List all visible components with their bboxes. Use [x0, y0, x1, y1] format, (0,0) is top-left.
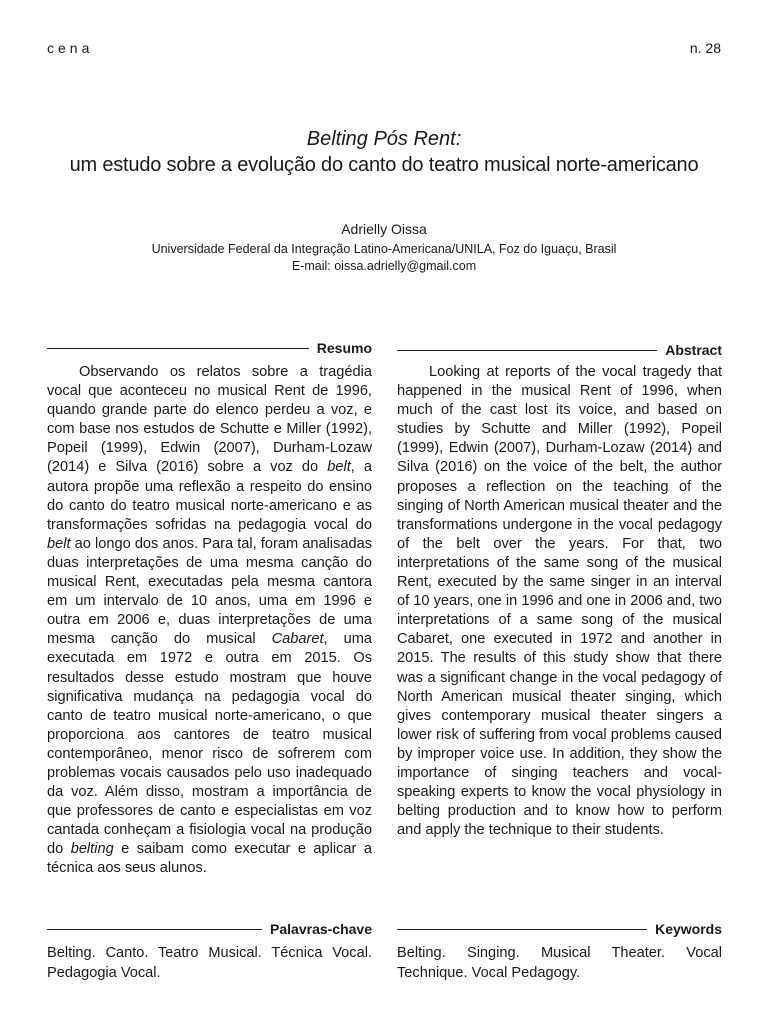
resumo-text-part: e saibam como executar e aplicar a técnica aos seus alunos. [47, 841, 372, 877]
resumo-section [47, 339, 372, 879]
resumo-text-part: Observando os relatos sobre a tragédia vocal que aconteceu no musical Rent de 1996, quando grande parte do elenco perdeu a voz, e com base nos estudos de Schutte e Miller (1992), Popeil (1999), Edwin (2007), Durham-Lozaw (2014) e Silva (2016) sobre a voz do [47, 364, 372, 476]
title-line-1: Belting Pós Rent: [306, 128, 462, 150]
author-email: E-mail: oissa.adrielly@gmail.com [291, 259, 477, 273]
article-title [0, 126, 768, 178]
resumo-term-belt: belt [327, 459, 351, 476]
title-line-2: um estudo sobre a evolução do canto do teatro musical norte-americano [69, 154, 699, 176]
palavras-section [47, 920, 372, 983]
keywords-text: Belting. Singing. Musical Theater. Vocal Technique. Vocal Pedagogy. [397, 945, 722, 981]
palavras-rule [47, 929, 262, 930]
abstract-text: Looking at reports of the vocal tragedy that happened in the musical Rent of 1996, when much of the cast lost its voice, and based on studies by Schutte and Miller (1992), Popeil (1999), Edwin (2007), Durham-Lozaw (2014) and Silva (2016) on the voice of the belt, the author proposes a reflection on the teaching of the singing of North American musical theater and the transformations undergone in the vocal pedagogy of the belt over the years. For that, two interpretations of the same song of the musical Rent, executed by the same singer in an interval of 10 years, one in 1996 and one in 2006 and, two interpretations of a same song of the musical Cabaret, one executed in 1972 and another in 2015. The results of this study show that there was a significant change in the vocal pedagogy of North American musical theater singing, which gives contemporary musical theater singers a lower risk of suffering from vocal problems caused by improper voice use. In addition, they show the importance of singing teachers and vocal-speaking experts to know the vocal physiology in belting production and to know how to perform and apply the technique to their students. [397, 364, 722, 839]
resumo-rule [47, 348, 309, 349]
abstract-heading [397, 341, 722, 359]
resumo-text-part: , uma executada em 1972 e outra em 2015. Os resultados desse estudo mostram que houve significativa mudança na pedagogia vocal do canto de teatro musical norte-americano, o que proporciona aos cantores de teatro musical contemporâneo, menor risco de sofrerem com problemas vocais causados pelo uso inadequado da voz. Além disso, mostram a importância de que professores de canto e especialistas em voz cantada conheçam a fisiologia vocal na produção do [47, 631, 372, 858]
resumo-term-cabaret: Cabaret [271, 631, 324, 648]
resumo-heading [47, 339, 372, 357]
issue-number: n. 28 [689, 40, 721, 56]
author-affiliation: Universidade Federal da Integração Latino-Americana/UNILA, Foz do Iguaçu, Brasil [151, 242, 617, 256]
abstract-heading-label: Abstract [665, 342, 722, 358]
resumo-text-part: ao longo dos anos. Para tal, foram analisadas duas interpretações de uma mesma canção do musical Rent, executadas pela mesma cantora em um intervalo de 10 anos, uma em 1996 e outra em 2006 e, duas interpretações de uma mesma canção do musical [47, 535, 372, 648]
resumo-text-part: , a autora propõe uma reflexão a respeito do ensino do canto do teatro musical norte-americano e as transformações sofridas na pedagogia vocal do [47, 459, 372, 533]
palavras-heading-label: Palavras-chave [270, 921, 372, 937]
keywords-heading-label: Keywords [655, 921, 722, 937]
journal-name: cena [47, 40, 94, 56]
keywords-rule [397, 929, 647, 930]
author-name: Adrielly Oissa [341, 221, 427, 237]
palavras-text: Belting. Canto. Teatro Musical. Técnica Vocal. Pedagogia Vocal. [47, 945, 372, 981]
resumo-text [47, 363, 372, 879]
palavras-heading [47, 920, 372, 938]
resumo-term-belting: belting [70, 841, 114, 858]
abstract-rule [397, 350, 657, 351]
keywords-section [397, 920, 722, 983]
keywords-heading [397, 920, 722, 938]
resumo-term-belt: belt [47, 535, 71, 552]
resumo-heading-label: Resumo [316, 340, 372, 356]
abstract-section [397, 341, 722, 840]
author-info [0, 241, 768, 275]
